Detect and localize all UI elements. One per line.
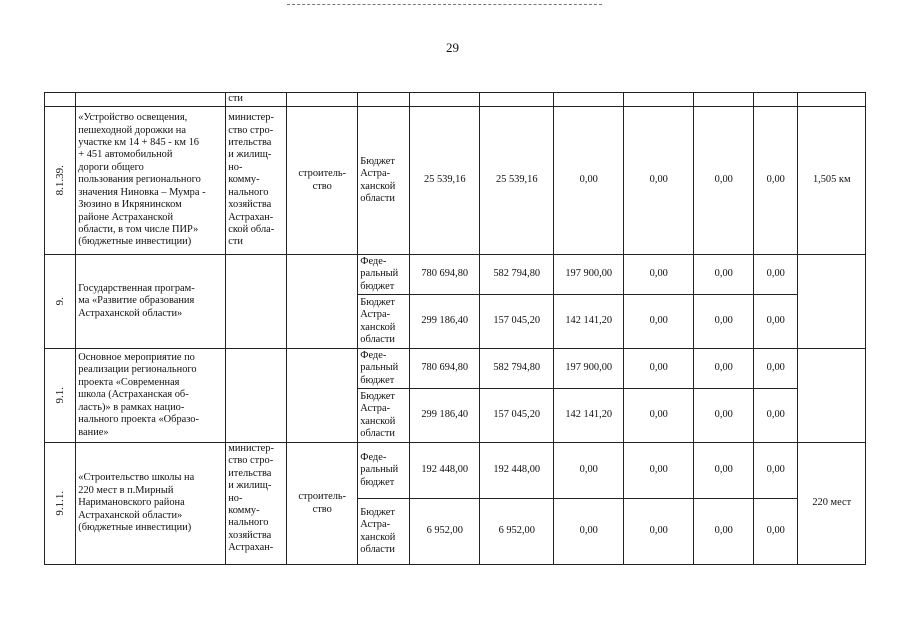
- value-cell: 0,00: [694, 389, 754, 443]
- value-cell: 0,00: [694, 107, 754, 255]
- budget-source: Бюджет Астра- ханской области: [358, 107, 410, 255]
- row-number: 9.: [45, 255, 76, 349]
- item-name: «Устройство освещения, пешеходной дорожки на участке км 14 + 845 - км 16 + 451 автомобильной дороги общего пользования регионального значения Ниновка – Мумра - Зюзино в Икрянинском районе Астраханской области, в том числе ПИР» (бюджетные инвестиции): [76, 107, 226, 255]
- value-cell: 142 141,20: [554, 295, 624, 349]
- table-row: [45, 443, 866, 499]
- row-number: 9.1.: [45, 349, 76, 443]
- value-cell: 299 186,40: [410, 389, 480, 443]
- work-type: [287, 255, 358, 349]
- value-cell: 0,00: [754, 499, 798, 565]
- value-cell: 0,00: [624, 443, 694, 499]
- result-cell: 220 мест: [798, 443, 866, 565]
- value-cell: 197 900,00: [554, 349, 624, 389]
- value-cell: 0,00: [754, 349, 798, 389]
- value-cell: 192 448,00: [410, 443, 480, 499]
- value-cell: 6 952,00: [480, 499, 554, 565]
- value-cell: 0,00: [754, 107, 798, 255]
- work-type: строитель- ство: [287, 107, 358, 255]
- page-number: 29: [446, 40, 459, 55]
- work-type: строитель- ство: [287, 443, 358, 565]
- org-cell: министер- ство стро- ительства и жилищ- но- комму- нального хозяйства Астрахан-: [226, 443, 287, 565]
- value-cell: 780 694,80: [410, 349, 480, 389]
- value-cell: 0,00: [694, 349, 754, 389]
- table-row: [45, 349, 866, 389]
- num-cell: [45, 93, 76, 107]
- value-cell: 0,00: [624, 107, 694, 255]
- result-cell: [798, 349, 866, 443]
- value-cell: 0,00: [694, 255, 754, 295]
- budget-source: Бюджет Астра- ханской области: [358, 499, 410, 565]
- scan-artifact: [287, 4, 602, 11]
- value-cell: 582 794,80: [480, 349, 554, 389]
- org-cell: сти: [226, 93, 287, 107]
- value-cell: 197 900,00: [554, 255, 624, 295]
- value-cell: 0,00: [624, 389, 694, 443]
- table-row: [45, 93, 866, 107]
- value-cell: 0,00: [754, 389, 798, 443]
- value-cell: 0,00: [554, 443, 624, 499]
- item-name: Основное мероприятие по реализации регионального проекта «Современная школа (Астраханская об- ласть)» в рамках нацио- нального проекта «Образо- вание»: [76, 349, 226, 443]
- value-cell: 0,00: [624, 255, 694, 295]
- value-cell: 157 045,20: [480, 295, 554, 349]
- value-cell: 0,00: [694, 499, 754, 565]
- row-number: 8.1.39.: [45, 107, 76, 255]
- value-cell: 6 952,00: [410, 499, 480, 565]
- budget-source: Феде- ральный бюджет: [358, 255, 410, 295]
- budget-table: [44, 92, 866, 565]
- name-cell: [76, 93, 226, 107]
- item-name: «Строительство школы на 220 мест в п.Мирный Наримановского района Астраханской области» (бюджетные инвестиции): [76, 443, 226, 565]
- value-cell: 0,00: [754, 443, 798, 499]
- value-cell: 0,00: [694, 295, 754, 349]
- value-cell: 0,00: [624, 295, 694, 349]
- result-cell: [798, 255, 866, 349]
- org-cell: министер- ство стро- ительства и жилищ- но- комму- нального хозяйства Астрахан- ской обла- сти: [226, 107, 287, 255]
- work-type: [287, 349, 358, 443]
- budget-source: Феде- ральный бюджет: [358, 443, 410, 499]
- budget-source: Бюджет Астра- ханской области: [358, 295, 410, 349]
- value-cell: 142 141,20: [554, 389, 624, 443]
- table-row: [45, 107, 866, 255]
- value-cell: 780 694,80: [410, 255, 480, 295]
- value-cell: 0,00: [554, 107, 624, 255]
- value-cell: 0,00: [624, 349, 694, 389]
- value-cell: 192 448,00: [480, 443, 554, 499]
- value-cell: 25 539,16: [480, 107, 554, 255]
- value-cell: 0,00: [694, 443, 754, 499]
- value-cell: 582 794,80: [480, 255, 554, 295]
- value-cell: 0,00: [624, 499, 694, 565]
- value-cell: 0,00: [554, 499, 624, 565]
- value-cell: 299 186,40: [410, 295, 480, 349]
- budget-source: Феде- ральный бюджет: [358, 349, 410, 389]
- table-row: [45, 255, 866, 295]
- item-name: Государственная програм- ма «Развитие образования Астраханской области»: [76, 255, 226, 349]
- value-cell: 0,00: [754, 255, 798, 295]
- result-cell: 1,505 км: [798, 107, 866, 255]
- org-cell: [226, 255, 287, 349]
- value-cell: 25 539,16: [410, 107, 480, 255]
- value-cell: 0,00: [754, 295, 798, 349]
- budget-source: Бюджет Астра- ханской области: [358, 389, 410, 443]
- value-cell: 157 045,20: [480, 389, 554, 443]
- row-number: 9.1.1.: [45, 443, 76, 565]
- org-cell: [226, 349, 287, 443]
